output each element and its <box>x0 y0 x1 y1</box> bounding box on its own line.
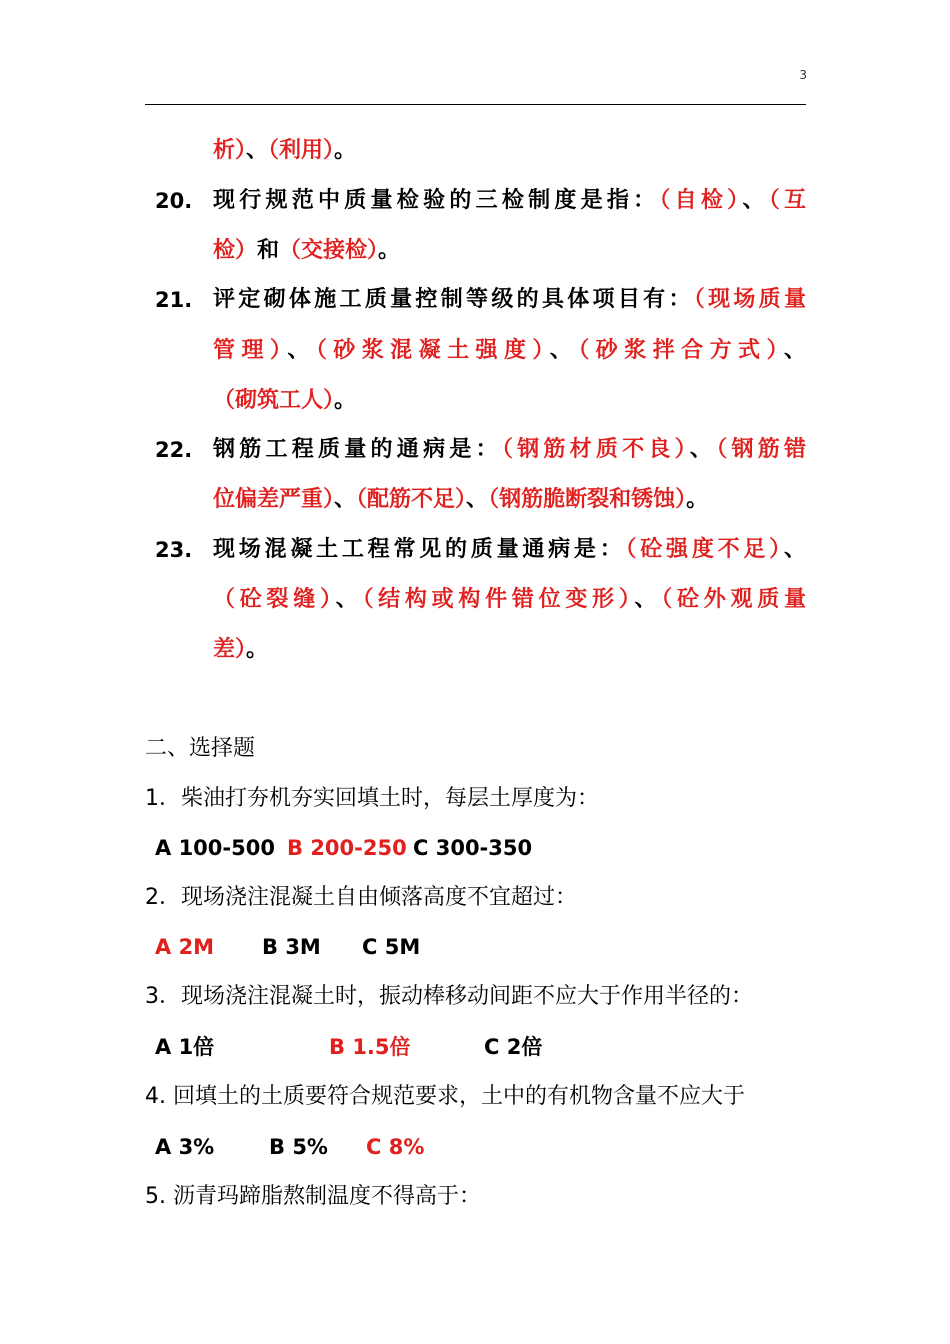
answer-text: （砼外观质量 <box>661 587 806 612</box>
section-title: 二、选择题 <box>145 736 256 761</box>
separator: 、 <box>335 587 363 612</box>
answer-text: （利用） <box>268 138 335 163</box>
choice-option-b: B 3M <box>262 935 321 959</box>
page-number: 3 <box>799 68 807 82</box>
choice-question-4: 4. 回填土的土质要符合规范要求，土中的有机物含量不应大于 <box>145 1084 745 1109</box>
item-number: 20. <box>155 189 193 213</box>
answer-text: （砌筑工人） <box>213 388 335 413</box>
separator: 和 <box>257 238 280 263</box>
item-21-line3 <box>213 386 356 416</box>
item-23-line2 <box>213 585 806 615</box>
item-20-line2 <box>213 236 400 266</box>
period: 。 <box>378 238 401 263</box>
choice-option-b: B 5% <box>269 1135 328 1159</box>
question-text: 现场混凝土工程常见的质量通病是： <box>213 537 626 562</box>
item-20-line1 <box>213 186 806 216</box>
item-23-line3 <box>213 635 268 665</box>
answer-text: （配筋不足） <box>356 487 467 512</box>
item-19-tail <box>213 136 356 166</box>
item-22-line2 <box>213 485 708 515</box>
separator: 、 <box>783 338 806 363</box>
choice-option-a: A 1倍 <box>155 1035 215 1059</box>
choice-option-c: C 5M <box>362 935 421 959</box>
header-rule <box>145 104 806 105</box>
choice-option-c: C 8% <box>366 1135 425 1159</box>
separator: 、 <box>287 338 316 363</box>
separator: 、 <box>634 587 662 612</box>
answer-text: （砼强度不足） <box>625 537 784 562</box>
choice-option-a: A 100-500 <box>155 836 275 860</box>
question-text: 钢筋工程质量的通病是： <box>213 437 502 462</box>
period: 。 <box>334 388 357 413</box>
answer-text: （砼裂缝） <box>213 587 336 612</box>
answer-text: 管理） <box>213 338 288 363</box>
answer-text: （钢筋脆断裂和锈蚀） <box>488 487 687 512</box>
item-number: 23. <box>155 538 193 562</box>
answer-text: （钢筋错 <box>716 437 806 462</box>
item-22-line1 <box>213 435 806 465</box>
answer-text: （现场质量 <box>693 287 806 312</box>
period: 。 <box>246 637 269 662</box>
choice-question-1: 1．柴油打夯机夯实回填土时，每层土厚度为： <box>145 786 599 811</box>
item-21-line2 <box>213 336 806 366</box>
answer-text: 差） <box>213 637 247 662</box>
choice-option-c: C 300-350 <box>413 836 533 860</box>
answer-text: （交接检） <box>279 238 379 263</box>
separator: 、 <box>549 338 579 363</box>
answer-text: （互 <box>768 188 806 213</box>
item-number: 22. <box>155 438 193 462</box>
answer-text: （自检） <box>659 188 743 213</box>
period: 。 <box>334 138 357 163</box>
choice-option-b: B 200-250 <box>287 836 407 860</box>
choice-question-2: 2．现场浇注混凝土自由倾落高度不宜超过： <box>145 885 577 910</box>
item-21-line1 <box>213 285 806 315</box>
answer-text: （砂浆混凝土强度） <box>315 338 550 363</box>
choice-question-5: 5. 沥青玛蹄脂熬制温度不得高于： <box>145 1184 481 1209</box>
answer-text: （结构或构件错位变形） <box>362 587 635 612</box>
choice-option-a: A 2M <box>155 935 215 959</box>
choice-option-b: B 1.5倍 <box>329 1035 411 1059</box>
period: 。 <box>686 487 709 512</box>
item-number: 21. <box>155 288 193 312</box>
answer-text: 检） <box>213 238 258 263</box>
separator: 、 <box>334 487 357 512</box>
answer-text: 位偏差严重） <box>213 487 335 512</box>
answer-text: （砂浆拌合方式） <box>578 338 784 363</box>
choice-question-3: 3．现场浇注混凝土时，振动棒移动间距不应大于作用半径的： <box>145 984 753 1009</box>
separator: 、 <box>246 138 269 163</box>
choice-option-a: A 3% <box>155 1135 215 1159</box>
answer-text: （钢筋材质不良） <box>501 437 690 462</box>
question-text: 现行规范中质量检验的三检制度是指： <box>213 188 660 213</box>
item-23-line1 <box>213 535 806 565</box>
separator: 、 <box>466 487 489 512</box>
separator: 、 <box>689 437 717 462</box>
question-text: 评定砌体施工质量控制等级的具体项目有： <box>213 287 694 312</box>
separator: 、 <box>742 188 769 213</box>
answer-text: 析） <box>213 138 247 163</box>
separator: 、 <box>783 537 806 562</box>
choice-option-c: C 2倍 <box>484 1035 543 1059</box>
